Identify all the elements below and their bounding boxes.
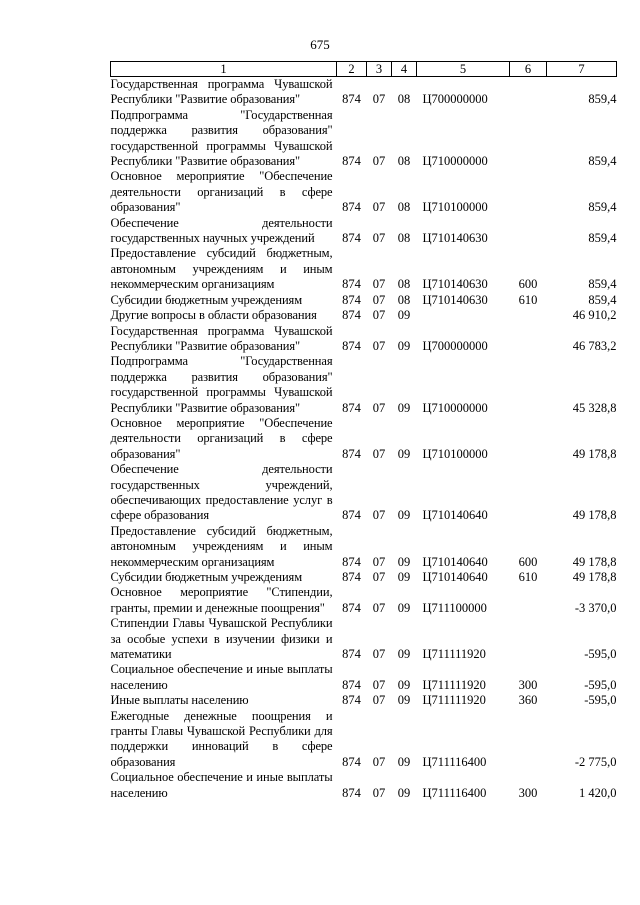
row-gr-code: 874 [342,446,361,461]
row-section: 07 [372,554,386,569]
row-name: Социальное обеспечение и иные выплаты населению [110,770,333,800]
row-amount: 46 910,2 [572,308,617,323]
row-expense-type [510,354,547,416]
row-subsection: 08 [397,200,411,215]
row-subsection: 09 [397,338,411,353]
table-row [111,354,617,416]
row-subsection: 09 [397,446,411,461]
row-gr-code: 874 [342,647,361,662]
budget-table [110,61,617,801]
table-row [111,169,617,215]
table-row [111,570,617,585]
table-row [111,77,617,108]
row-section: 07 [372,277,386,292]
table-row [111,293,617,308]
row-section: 07 [372,508,386,523]
row-amount: -595,0 [584,647,617,662]
row-subsection: 09 [397,754,411,769]
row-gr-code: 874 [342,570,361,584]
row-name: Основное мероприятие "Обеспечение деятельности организаций в сфере образования" [110,415,333,461]
row-name: Другие вопросы в области образования [110,308,317,323]
table-row [111,524,617,570]
row-gr-code: 874 [342,292,361,307]
table-row [111,246,617,292]
row-expense-type [510,462,547,524]
row-expense-type [510,308,547,323]
row-target-code: Ц711116400 [422,785,487,800]
row-amount: 49 178,8 [572,554,617,569]
header-col-7: 7 [547,62,617,77]
table-row [111,662,617,693]
row-subsection: 09 [397,600,411,615]
row-gr-code: 874 [342,400,361,415]
row-target-code: Ц710140640 [422,508,488,523]
row-gr-code: 874 [342,600,361,615]
row-subsection: 09 [397,570,411,584]
row-gr-code: 874 [342,231,361,246]
row-expense-type: 610 [518,570,538,584]
row-expense-type [510,216,547,247]
row-name: Субсидии бюджетным учреждениям [110,292,303,307]
table-row [111,216,617,247]
row-expense-type: 360 [518,693,538,708]
row-gr-code: 874 [342,785,361,800]
row-subsection: 09 [397,647,411,662]
header-col-3: 3 [367,62,392,77]
row-subsection: 09 [397,554,411,569]
row-name: Подпрограмма "Государственная поддержка развития образования" государственной программы Чувашской Республики "Развитие образования" [110,354,333,415]
row-expense-type [510,77,547,108]
row-subsection: 09 [397,677,411,692]
table-row [111,108,617,170]
row-target-code: Ц711100000 [422,600,487,615]
row-gr-code: 874 [342,338,361,353]
row-target-code: Ц711111920 [422,647,486,662]
row-gr-code: 874 [342,277,361,292]
row-section: 07 [372,647,386,662]
row-amount: 49 178,8 [572,446,617,461]
row-gr-code: 874 [342,693,361,708]
row-name: Подпрограмма "Государственная поддержка развития образования" государственной программы Чувашской Республики "Развитие образования" [110,107,333,169]
row-subsection: 09 [397,400,411,415]
row-section: 07 [372,231,386,246]
row-amount: 45 328,8 [572,400,617,415]
row-section: 07 [372,446,386,461]
table-row [111,308,617,323]
table-row [111,585,617,616]
header-col-6: 6 [510,62,547,77]
row-section: 07 [372,693,386,708]
table-row [111,416,617,462]
row-name: Государственная программа Чувашской Республики "Развитие образования" [110,323,333,353]
row-amount: 859,4 [588,231,617,246]
row-subsection: 08 [397,92,411,107]
row-amount: -595,0 [584,677,617,692]
row-name: Субсидии бюджетным учреждениям [110,570,303,584]
row-gr-code: 874 [342,554,361,569]
row-amount: 859,4 [588,200,617,215]
row-gr-code: 874 [342,92,361,107]
table-row [111,693,617,708]
row-target-code: Ц700000000 [422,338,488,353]
row-section: 07 [372,308,386,323]
row-amount: -3 370,0 [574,600,617,615]
row-gr-code: 874 [342,754,361,769]
table-row [111,462,617,524]
row-section: 07 [372,677,386,692]
page-number: 675 [310,37,330,52]
row-name: Предоставление субсидий бюджетным, автономным учреждениям и иным некоммерческим организациям [110,246,333,292]
row-target-code: Ц710140640 [422,570,488,584]
row-amount: 46 783,2 [572,338,617,353]
row-gr-code: 874 [342,154,361,169]
row-amount: 859,4 [588,154,617,169]
row-name: Социальное обеспечение и иные выплаты населению [110,662,333,692]
row-expense-type: 600 [518,554,538,569]
row-amount: 859,4 [588,292,617,307]
row-name: Иные выплаты населению [110,693,249,708]
row-amount: 1 420,0 [579,785,617,800]
row-amount: -595,0 [584,693,617,708]
row-amount: 49 178,8 [572,570,617,584]
row-subsection: 09 [397,785,411,800]
row-section: 07 [372,200,386,215]
row-name: Основное мероприятие "Стипендии, гранты, премии и денежные поощрения" [110,585,333,615]
row-target-code: Ц710000000 [422,400,488,415]
row-name: Ежегодные денежные поощрения и гранты Главы Чувашской Республики для поддержки инноваций в сфере образования [110,708,333,769]
row-name: Государственная программа Чувашской Республики "Развитие образования" [110,77,333,107]
row-subsection: 08 [397,277,411,292]
row-expense-type [510,169,547,215]
row-name: Предоставление субсидий бюджетным, автономным учреждениям и иным некоммерческим организациям [110,523,333,569]
row-section: 07 [372,154,386,169]
row-target-code: Ц710140640 [422,554,488,569]
row-target-code: Ц710140630 [422,231,488,246]
row-subsection: 09 [397,308,411,323]
row-target-code: Ц710140630 [422,292,488,307]
row-section: 07 [372,785,386,800]
row-expense-type [510,108,547,170]
row-target-code: Ц710000000 [422,154,488,169]
row-target-code [417,308,510,323]
row-amount: 859,4 [588,92,617,107]
row-name: Обеспечение деятельности государственных научных учреждений [110,215,333,246]
row-amount: 49 178,8 [572,508,617,523]
row-amount: 859,4 [588,277,617,292]
row-target-code: Ц710140630 [422,277,488,292]
row-target-code: Ц710100000 [422,446,488,461]
row-name: Обеспечение деятельности государственных учреждений, обеспечивающих предоставление услуг в сфере образования [110,462,333,523]
row-amount: -2 775,0 [574,754,617,769]
row-target-code: Ц711116400 [422,754,487,769]
row-target-code: Ц700000000 [422,92,488,107]
row-expense-type: 610 [518,292,538,307]
row-section: 07 [372,338,386,353]
row-subsection: 08 [397,292,411,307]
row-gr-code: 874 [342,508,361,523]
row-target-code: Ц711111920 [422,677,486,692]
row-section: 07 [372,570,386,584]
header-col-5: 5 [417,62,510,77]
row-subsection: 09 [397,508,411,523]
row-subsection: 08 [397,231,411,246]
row-subsection: 08 [397,154,411,169]
header-col-4: 4 [392,62,417,77]
row-section: 07 [372,92,386,107]
row-expense-type [510,324,547,355]
row-subsection: 09 [397,693,411,708]
row-gr-code: 874 [342,677,361,692]
row-gr-code: 874 [342,308,361,323]
table-row [111,324,617,355]
row-expense-type [510,416,547,462]
table-row [111,709,617,771]
row-target-code: Ц710100000 [422,200,488,215]
row-expense-type: 600 [518,277,538,292]
row-expense-type [510,585,547,616]
header-col-2: 2 [337,62,367,77]
row-section: 07 [372,400,386,415]
table-row [111,616,617,662]
row-expense-type [510,709,547,771]
header-row [111,62,617,77]
row-expense-type: 300 [518,785,538,800]
row-section: 07 [372,292,386,307]
row-section: 07 [372,600,386,615]
table-row [111,770,617,801]
row-target-code: Ц711111920 [422,693,486,708]
row-name: Основное мероприятие "Обеспечение деятельности организаций в сфере образования" [110,169,333,215]
header-col-1: 1 [111,62,337,77]
row-name: Стипендии Главы Чувашской Республики за особые успехи в изучении физики и математики [110,616,333,662]
row-gr-code: 874 [342,200,361,215]
row-expense-type: 300 [518,677,538,692]
row-expense-type [510,616,547,662]
row-section: 07 [372,754,386,769]
